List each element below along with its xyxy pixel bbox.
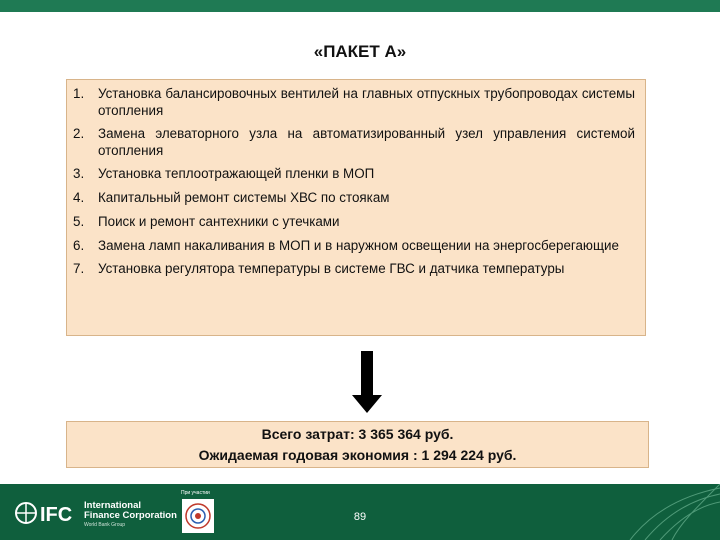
decorative-swoosh-icon — [610, 484, 720, 540]
list-item — [73, 189, 635, 206]
summary-box — [66, 421, 649, 468]
ifc-subtitle: World Bank Group — [84, 522, 126, 528]
item-text: Замена элеваторного узла на автоматизированный узел управления системой отопления — [98, 126, 635, 158]
item-text: Установка регулятора температуры в системе ГВС и датчика температуры — [98, 261, 565, 276]
item-number: 5. — [73, 214, 85, 229]
down-arrow-icon — [352, 351, 382, 413]
ifc-name-line1: International — [84, 500, 142, 511]
item-number: 7. — [73, 261, 85, 276]
top-accent-bar — [0, 0, 720, 12]
list-item — [73, 260, 635, 277]
page-number: 89 — [353, 511, 367, 523]
list-item — [73, 85, 635, 119]
footer-bar — [0, 484, 720, 540]
annual-savings: Ожидаемая годовая экономия : 1 294 224 руб. — [198, 447, 517, 463]
ifc-name — [84, 501, 177, 521]
item-number: 6. — [73, 238, 85, 253]
slide-title: «ПАКЕТ А» — [313, 42, 407, 61]
ifc-name-line2: Finance Corporation — [84, 510, 177, 521]
item-text: Капитальный ремонт системы ХВС по стоякам — [98, 190, 390, 205]
total-cost: Всего затрат: 3 365 364 руб. — [261, 426, 454, 442]
item-text: Установка теплоотражающей пленки в МОП — [98, 166, 375, 181]
list-item — [73, 213, 635, 230]
list-item — [73, 237, 635, 254]
ifc-logo-icon — [14, 499, 84, 527]
item-number: 3. — [73, 166, 85, 181]
item-text: Поиск и ремонт сантехники с утечками — [98, 214, 340, 229]
partner-label: При участии — [181, 490, 210, 496]
item-number: 4. — [73, 190, 85, 205]
item-text: Замена ламп накаливания в МОП и в наружном освещении на энергосберегающие — [98, 238, 619, 253]
item-number: 1. — [73, 86, 85, 101]
ifc-letters: IFC — [40, 504, 73, 526]
list-item — [73, 125, 635, 159]
measures-list-box — [66, 79, 646, 336]
partner-emblem-icon — [182, 499, 214, 533]
item-number: 2. — [73, 126, 85, 141]
item-text: Установка балансировочных вентилей на главных отпускных трубопроводах системы отопления — [98, 86, 635, 118]
list-item — [73, 165, 635, 182]
